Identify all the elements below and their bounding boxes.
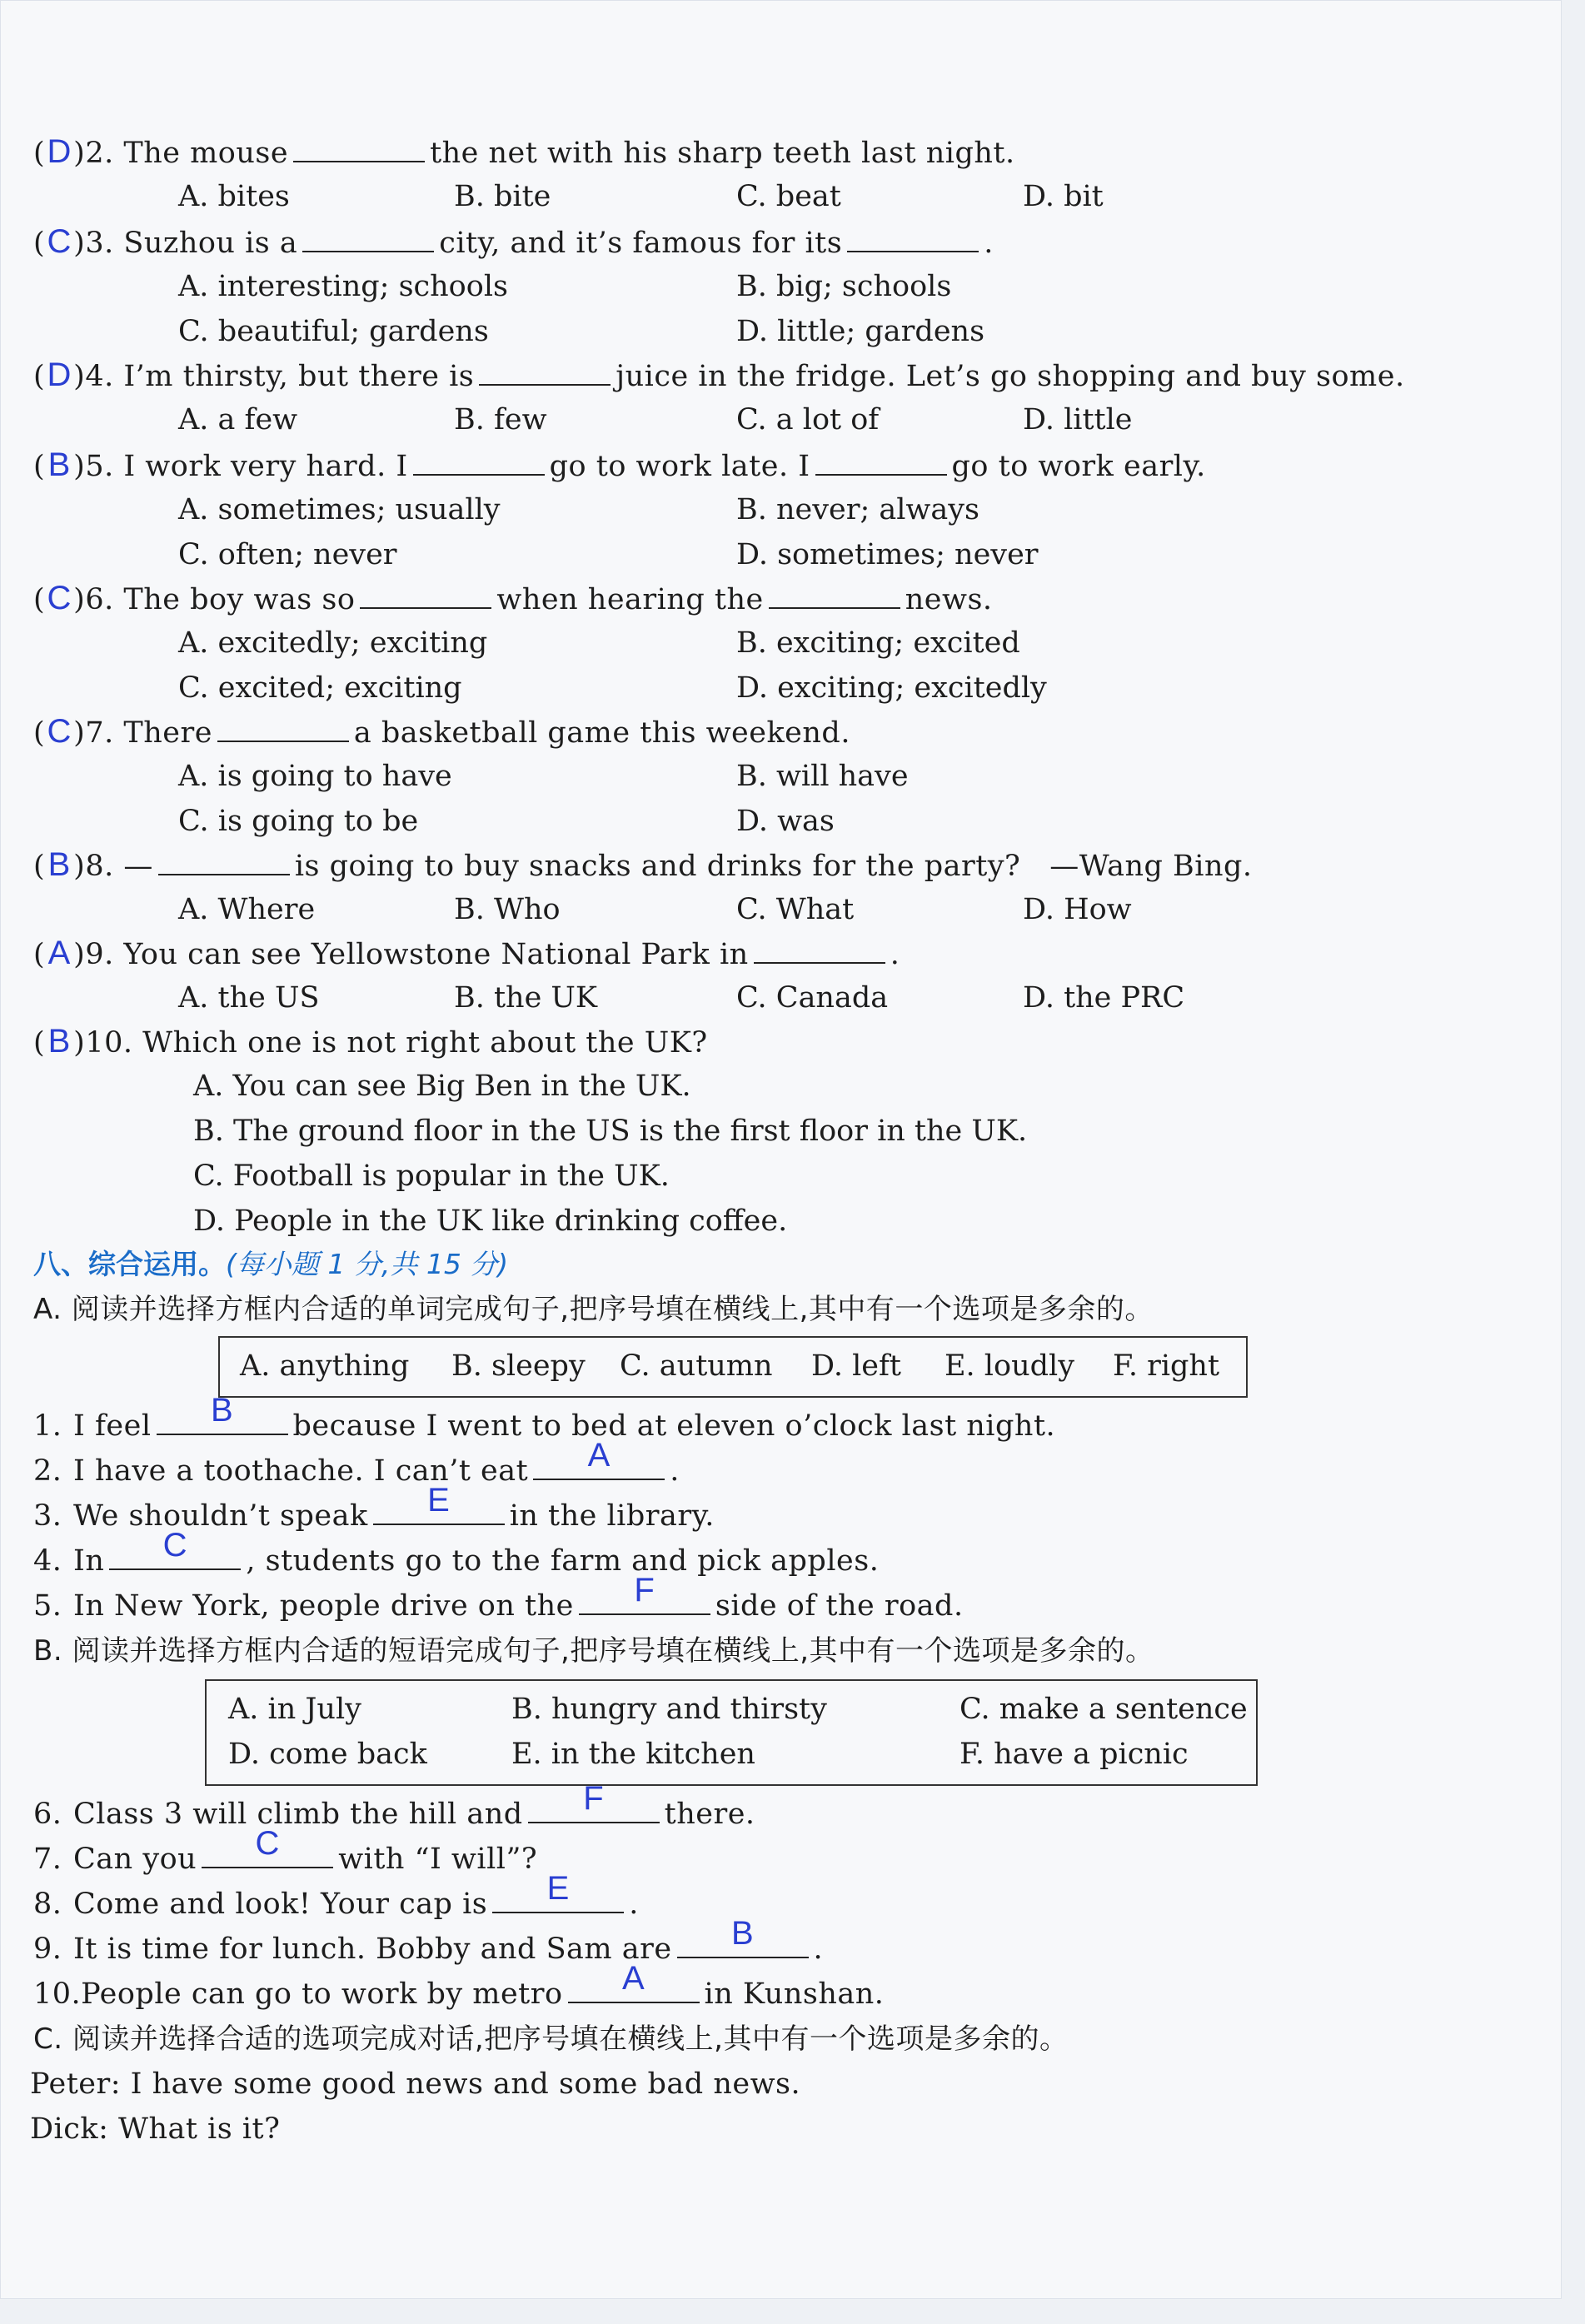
question-number: 4. <box>85 360 114 393</box>
stem-text: I work very hard. I <box>123 450 408 483</box>
section-title <box>33 1246 508 1283</box>
dialog-line: Peter: I have some good news and some bad news. <box>30 2067 801 2101</box>
answer-blank[interactable] <box>568 1960 700 2003</box>
stem-text: . <box>984 227 994 260</box>
option-c: C. beat <box>736 180 841 213</box>
answer-blank[interactable] <box>360 582 491 609</box>
stem-text: Which one is not right about the UK? <box>142 1026 708 1060</box>
item-text: I have a toothache. I can’t eat <box>73 1454 529 1488</box>
item-text: in the library. <box>509 1499 715 1533</box>
part-c-instructions: C. 阅读并选择合适的选项完成对话,把序号填在横线上,其中有一个选项是多余的。 <box>33 2022 1069 2056</box>
section-points: (每小题 1 分,共 15 分) <box>226 1248 509 1280</box>
question-number: 3. <box>85 227 114 260</box>
item-text: We shouldn’t speak <box>73 1499 368 1533</box>
option-a: A. excitedly; exciting <box>178 626 488 660</box>
part-b-instructions: B. 阅读并选择方框内合适的短语完成句子,把序号填在横线上,其中有一个选项是多余的。 <box>33 1634 1154 1668</box>
question-number: 9. <box>85 938 114 971</box>
item-number: 7. <box>33 1843 62 1876</box>
answer-mark: B <box>47 1023 71 1060</box>
answer-blank[interactable] <box>815 449 947 476</box>
option-c: C. What <box>736 893 855 926</box>
option-b: B. bite <box>454 180 551 213</box>
question-3: (C)3. Suzhou is a city, and it’s famous for its . <box>33 223 994 260</box>
question-5: (B)5. I work very hard. I go to work late. I go to work early. <box>33 446 1206 483</box>
item-text: there. <box>664 1798 755 1831</box>
question-2: (D)2. The mouse the net with his sharp teeth last night. <box>33 133 1015 170</box>
option-b: B. few <box>454 403 547 436</box>
item-text: It is time for lunch. Bobby and Sam are <box>73 1933 672 1966</box>
item-text: side of the road. <box>715 1589 964 1623</box>
stem-text: news. <box>905 583 993 616</box>
option-a: A. the US <box>178 981 320 1015</box>
item-text: in Kunshan. <box>704 1977 885 2011</box>
option-d: D. bit <box>1023 180 1104 213</box>
item-text: I feel <box>73 1409 152 1443</box>
option-d: D. How <box>1023 893 1132 926</box>
part-a-instructions: A. 阅读并选择方框内合适的单词完成句子,把序号填在横线上,其中有一个选项是多余的。 <box>33 1293 1154 1326</box>
fill-item-2 <box>33 1437 680 1489</box>
item-number: 6. <box>33 1798 62 1831</box>
answer-mark: D <box>47 357 72 393</box>
option-b: B. Who <box>454 893 561 926</box>
word-option: C. autumn <box>620 1349 773 1383</box>
item-text: . <box>670 1454 680 1488</box>
stem-text: The boy was so <box>123 583 356 616</box>
answer-blank[interactable] <box>109 1527 241 1570</box>
fill-item-4 <box>33 1527 880 1579</box>
handwritten-answer: A <box>587 1437 611 1474</box>
stem-text: —Wang Bing. <box>1049 850 1253 883</box>
question-number: 10. <box>85 1026 133 1060</box>
stem-text: a basketball game this weekend. <box>353 716 850 750</box>
item-text: Can you <box>73 1843 197 1876</box>
option-a: A. You can see Big Ben in the UK. <box>193 1070 691 1103</box>
item-number: 4. <box>33 1544 62 1578</box>
answer-blank[interactable] <box>492 1870 624 1913</box>
question-6: (C)6. The boy was so when hearing the news. <box>33 580 993 616</box>
question-number: 6. <box>85 583 114 616</box>
item-text: In <box>73 1544 105 1578</box>
phrase-bank-box <box>205 1679 1258 1786</box>
option-a: A. interesting; schools <box>178 270 508 303</box>
item-number: 10. <box>33 1977 82 2011</box>
fill-item-9 <box>33 1915 824 1967</box>
handwritten-answer: C <box>255 1825 280 1862</box>
option-a: A. bites <box>178 180 290 213</box>
option-b: B. never; always <box>736 493 979 526</box>
phrase-option: A. in July <box>228 1693 361 1726</box>
item-text: Class 3 will climb the hill and <box>73 1798 523 1831</box>
answer-blank[interactable] <box>754 937 885 964</box>
item-text: . <box>629 1888 639 1921</box>
word-bank-box <box>218 1336 1248 1398</box>
option-d: D. the PRC <box>1023 981 1185 1015</box>
item-text: because I went to bed at eleven o’clock last night. <box>292 1409 1056 1443</box>
dialog-line: Dick: What is it? <box>30 2112 281 2146</box>
item-number: 9. <box>33 1933 62 1966</box>
option-a: A. sometimes; usually <box>178 493 501 526</box>
stem-text: when hearing the <box>496 583 764 616</box>
answer-blank[interactable] <box>579 1572 710 1615</box>
option-d: D. little <box>1023 403 1133 436</box>
option-b: B. the UK <box>454 981 598 1015</box>
item-text: with “I will”? <box>338 1843 538 1876</box>
answer-blank[interactable] <box>217 716 349 742</box>
word-option: A. anything <box>240 1349 410 1383</box>
section-heading: 八、综合运用。 <box>33 1248 226 1280</box>
answer-blank[interactable] <box>413 449 545 476</box>
answer-mark: A <box>47 935 71 971</box>
answer-mark: C <box>47 223 72 260</box>
option-d: D. little; gardens <box>736 315 985 348</box>
question-10: (B)10. Which one is not right about the UK? <box>33 1023 708 1060</box>
question-number: 2. <box>85 137 114 170</box>
stem-text: The mouse <box>123 137 289 170</box>
option-d: D. sometimes; never <box>736 538 1039 571</box>
item-number: 3. <box>33 1499 62 1533</box>
answer-mark: B <box>47 846 71 883</box>
stem-text: is going to buy snacks and drinks for the party? <box>294 850 1021 883</box>
answer-blank[interactable] <box>479 359 611 386</box>
phrase-option: F. have a picnic <box>959 1738 1189 1771</box>
item-number: 8. <box>33 1888 62 1921</box>
item-text: In New York, people drive on the <box>73 1589 574 1623</box>
stem-text: go to work late. I <box>549 450 810 483</box>
handwritten-answer: B <box>210 1392 234 1429</box>
handwritten-answer: C <box>162 1527 188 1563</box>
option-b: B. The ground floor in the US is the first floor in the UK. <box>193 1115 1028 1148</box>
answer-blank[interactable] <box>157 1392 288 1435</box>
option-c: C. often; never <box>178 538 397 571</box>
fill-item-5 <box>33 1572 964 1624</box>
handwritten-answer: E <box>546 1870 570 1907</box>
option-c: C. is going to be <box>178 805 419 838</box>
option-a: A. a few <box>178 403 298 436</box>
answer-mark: D <box>47 133 72 170</box>
item-text: Come and look! Your cap is <box>73 1888 488 1921</box>
option-a: A. is going to have <box>178 760 452 793</box>
handwritten-answer: F <box>583 1780 605 1817</box>
answer-blank[interactable] <box>293 136 425 162</box>
question-number: 8. <box>85 850 114 883</box>
item-text: . <box>813 1933 824 1966</box>
stem-text: Suzhou is a <box>123 227 298 260</box>
stem-text: . <box>890 938 900 971</box>
handwritten-answer: B <box>730 1915 755 1952</box>
answer-blank[interactable] <box>302 226 434 252</box>
phrase-option: E. in the kitchen <box>511 1738 755 1771</box>
option-d: D. was <box>736 805 835 838</box>
question-4: (D)4. I’m thirsty, but there is juice in the fridge. Let’s go shopping and buy some. <box>33 357 1405 393</box>
option-b: B. exciting; excited <box>736 626 1020 660</box>
handwritten-answer: A <box>621 1960 645 1997</box>
answer-blank[interactable] <box>847 226 979 252</box>
answer-blank[interactable] <box>202 1825 333 1868</box>
answer-mark: C <box>47 713 72 750</box>
fill-item-8 <box>33 1870 639 1923</box>
question-8: (B)8. — is going to buy snacks and drinks for the party? —Wang Bing. <box>33 846 1253 883</box>
option-b: B. big; schools <box>736 270 952 303</box>
answer-blank[interactable] <box>373 1482 505 1525</box>
stem-text: the net with his sharp teeth last night. <box>430 137 1015 170</box>
phrase-option: C. make a sentence <box>959 1693 1248 1726</box>
item-text: , students go to the farm and pick apples. <box>246 1544 880 1578</box>
answer-mark: B <box>47 446 71 483</box>
fill-item-10 <box>33 1960 885 2012</box>
phrase-option: B. hungry and thirsty <box>511 1693 827 1726</box>
item-text: People can go to work by metro <box>81 1977 563 2011</box>
word-option: B. sleepy <box>451 1349 586 1383</box>
stem-text: juice in the fridge. Let’s go shopping and buy some. <box>616 360 1405 393</box>
item-number: 5. <box>33 1589 62 1623</box>
option-c: C. Football is popular in the UK. <box>193 1160 670 1193</box>
answer-blank[interactable] <box>769 582 900 609</box>
word-option: D. left <box>811 1349 901 1383</box>
fill-item-6 <box>33 1780 755 1833</box>
option-d: D. People in the UK like drinking coffee. <box>193 1204 788 1238</box>
option-b: B. will have <box>736 760 909 793</box>
handwritten-answer: E <box>427 1482 451 1519</box>
stem-text: city, and it’s famous for its <box>439 227 843 260</box>
word-option: E. loudly <box>945 1349 1074 1383</box>
option-c: C. a lot of <box>736 403 880 436</box>
handwritten-answer: F <box>634 1572 655 1608</box>
stem-text: — <box>123 850 153 883</box>
answer-blank[interactable] <box>677 1915 809 1958</box>
answer-blank[interactable] <box>158 849 290 875</box>
stem-text: go to work early. <box>951 450 1206 483</box>
phrase-option: D. come back <box>228 1738 427 1771</box>
stem-text: I’m thirsty, but there is <box>123 360 475 393</box>
answer-blank[interactable] <box>533 1437 665 1480</box>
stem-text: There <box>123 716 212 750</box>
question-9: (A)9. You can see Yellowstone National Park in . <box>33 935 900 971</box>
item-number: 2. <box>33 1454 62 1488</box>
question-7: (C)7. There a basketball game this weekend. <box>33 713 850 750</box>
option-d: D. exciting; excitedly <box>736 671 1047 705</box>
option-c: C. excited; exciting <box>178 671 462 705</box>
word-option: F. right <box>1113 1349 1220 1383</box>
answer-blank[interactable] <box>528 1780 660 1823</box>
question-number: 7. <box>85 716 114 750</box>
fill-item-7 <box>33 1825 538 1878</box>
stem-text: You can see Yellowstone National Park in <box>123 938 749 971</box>
item-number: 1. <box>33 1409 62 1443</box>
option-a: A. Where <box>178 893 316 926</box>
answer-mark: C <box>47 580 72 616</box>
question-number: 5. <box>85 450 114 483</box>
option-c: C. Canada <box>736 981 889 1015</box>
option-c: C. beautiful; gardens <box>178 315 489 348</box>
